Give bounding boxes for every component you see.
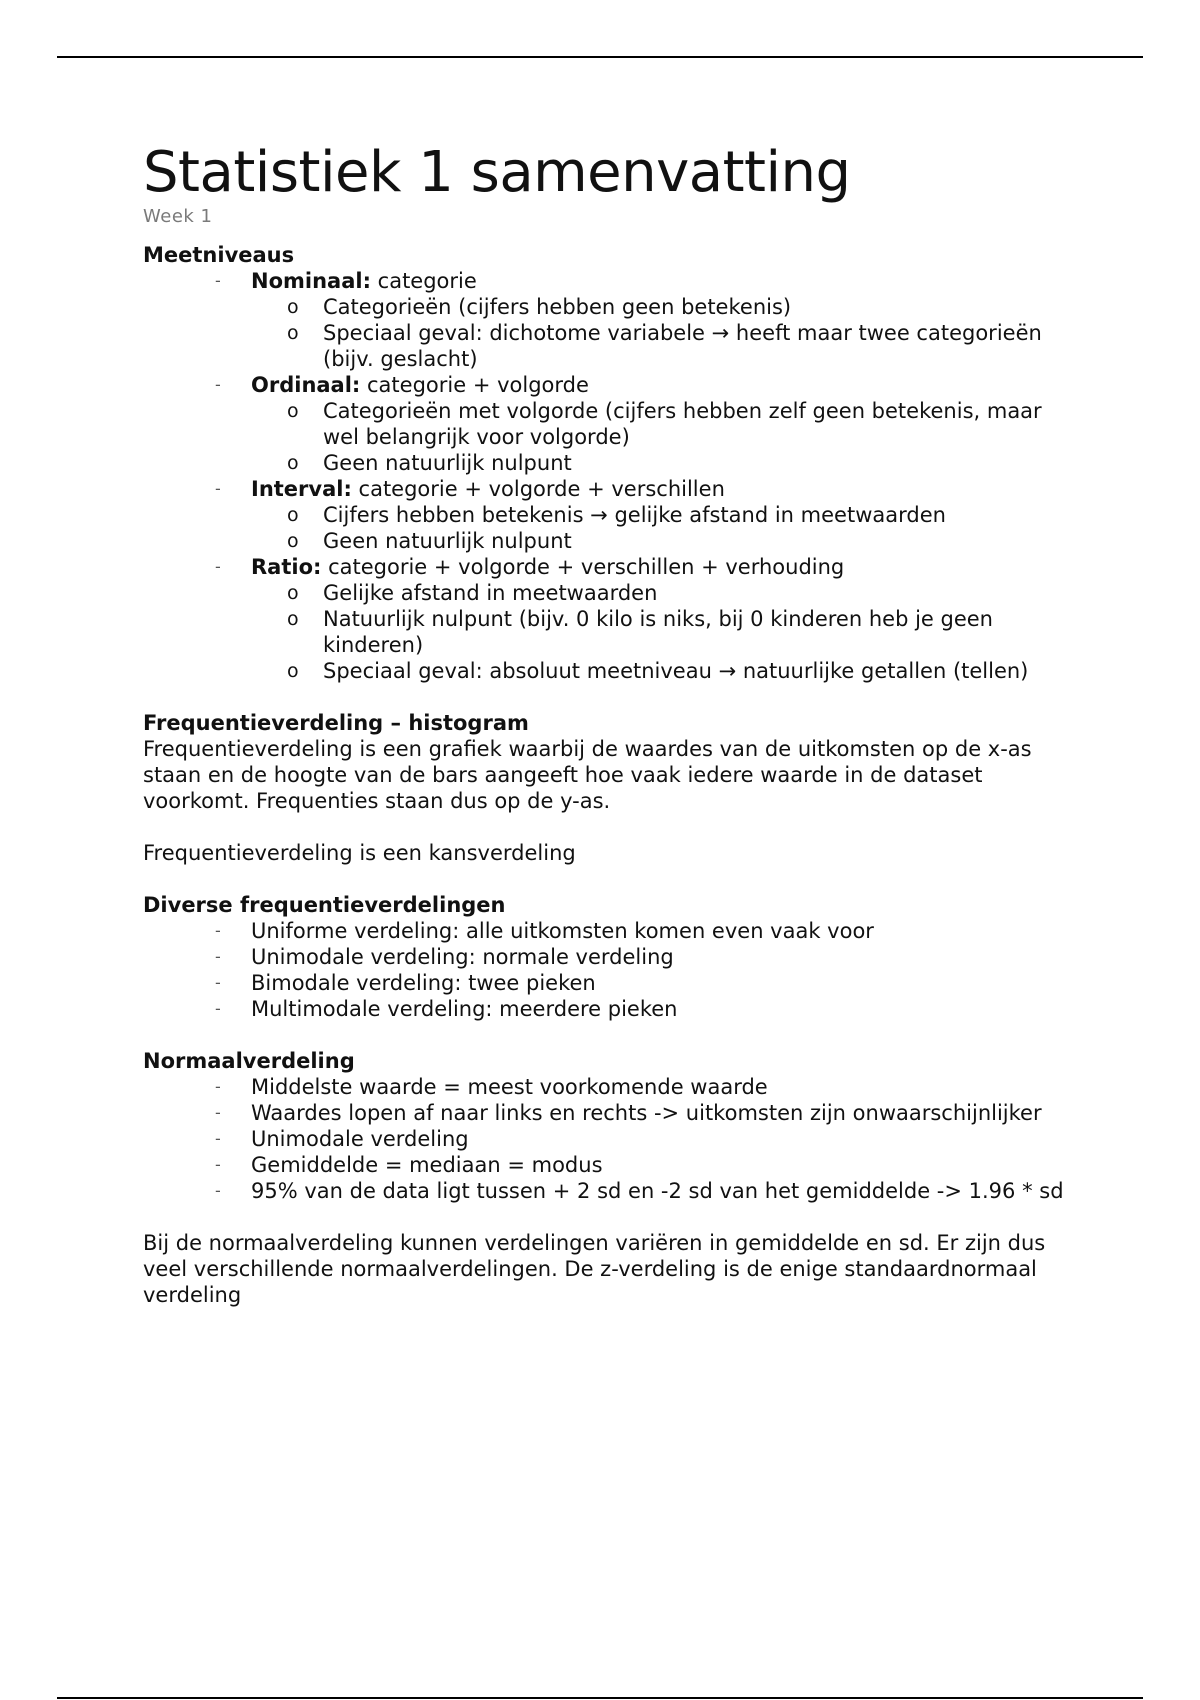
circle-bullet: o (287, 452, 299, 474)
paragraph: Bij de normaalverdeling kunnen verdelingen variëren in gemiddelde en sd. Er zijn dus veel verschillende normaalverdelingen. De z-verdeling is de enige standaardnormaal verdeling (143, 1231, 1046, 1307)
term-text: categorie + volgorde + verschillen (351, 477, 725, 501)
list-item-interval (143, 476, 1083, 554)
diverse-list (143, 918, 1083, 1022)
sub-item: o Geen natuurlijk nulpunt (287, 529, 572, 553)
term-label: Ratio: (251, 555, 322, 579)
circle-bullet: o (287, 582, 299, 604)
list-item: - Unimodale verdeling (215, 1127, 469, 1151)
sub-list (251, 502, 1083, 554)
sub-item: o Cijfers hebben betekenis → gelijke afstand in meetwaarden (287, 503, 946, 527)
document-body (143, 140, 1083, 1308)
sub-item: o Geen natuurlijk nulpunt (287, 451, 572, 475)
dash-bullet: - (215, 557, 221, 576)
list-item: - Gemiddelde = mediaan = modus (215, 1153, 603, 1177)
sub-item: o Speciaal geval: dichotome variabele → heeft maar twee categorieën (bijv. geslacht) (287, 321, 1042, 371)
sub-list (251, 398, 1083, 476)
meetniveaus-list (143, 268, 1083, 684)
dash-bullet: - (215, 479, 221, 498)
circle-bullet: o (287, 608, 299, 630)
heading-normaalverdeling: Normaalverdeling (143, 1049, 355, 1073)
sub-list (251, 580, 1083, 684)
term-label: Interval: (251, 477, 352, 501)
heading-meetniveaus: Meetniveaus (143, 243, 295, 267)
list-item: - Unimodale verdeling: normale verdeling (215, 945, 674, 969)
dash-bullet: - (215, 1077, 221, 1096)
dash-bullet: - (215, 999, 221, 1018)
sub-list (251, 294, 1083, 372)
list-item-ordinaal (143, 372, 1083, 476)
sub-item: o Categorieën met volgorde (cijfers hebben zelf geen betekenis, maar wel belangrijk voor volgorde) (287, 399, 1042, 449)
term-text: categorie + volgorde (360, 373, 589, 397)
heading-diverse: Diverse frequentieverdelingen (143, 893, 506, 917)
sub-item: o Gelijke afstand in meetwaarden (287, 581, 658, 605)
list-item: - Bimodale verdeling: twee pieken (215, 971, 596, 995)
paragraph: Frequentieverdeling is een kansverdeling (143, 841, 576, 865)
page-title: Statistiek 1 samenvatting (143, 140, 851, 205)
dash-bullet: - (215, 1129, 221, 1148)
dash-bullet: - (215, 973, 221, 992)
dash-bullet: - (215, 921, 221, 940)
circle-bullet: o (287, 504, 299, 526)
list-item: - Uniforme verdeling: alle uitkomsten komen even vaak voor (215, 919, 874, 943)
circle-bullet: o (287, 400, 299, 422)
sub-item: o Speciaal geval: absoluut meetniveau → natuurlijke getallen (tellen) (287, 659, 1029, 683)
paragraph: Frequentieverdeling is een grafiek waarbij de waardes van de uitkomsten op de x-as staan en de hoogte van de bars aangeeft hoe vaak iedere waarde in de dataset voorkomt. Frequenties staan dus op de y-as. (143, 737, 1032, 813)
term-label: Nominaal: (251, 269, 371, 293)
list-item: - Middelste waarde = meest voorkomende waarde (215, 1075, 768, 1099)
dash-bullet: - (215, 947, 221, 966)
dash-bullet: - (215, 1103, 221, 1122)
list-item: - Waardes lopen af naar links en rechts -> uitkomsten zijn onwaarschijnlijker (215, 1101, 1042, 1125)
dash-bullet: - (215, 1155, 221, 1174)
dash-bullet: - (215, 271, 221, 290)
circle-bullet: o (287, 296, 299, 318)
dash-bullet: - (215, 375, 221, 394)
heading-frequentieverdeling: Frequentieverdeling – histogram (143, 711, 529, 735)
subtitle: Week 1 (143, 206, 213, 227)
list-item-nominaal (143, 268, 1083, 372)
sub-item: o Categorieën (cijfers hebben geen betekenis) (287, 295, 792, 319)
term-label: Ordinaal: (251, 373, 361, 397)
list-item-ratio (143, 554, 1083, 684)
dash-bullet: - (215, 1181, 221, 1200)
list-item: - 95% van de data ligt tussen + 2 sd en -2 sd van het gemiddelde -> 1.96 * sd (215, 1179, 1064, 1203)
term-text: categorie + volgorde + verschillen + verhouding (321, 555, 845, 579)
normaal-list (143, 1074, 1083, 1204)
sub-item: o Natuurlijk nulpunt (bijv. 0 kilo is niks, bij 0 kinderen heb je geen kinderen) (287, 607, 993, 657)
term-text: categorie (370, 269, 477, 293)
circle-bullet: o (287, 322, 299, 344)
top-rule (57, 56, 1143, 58)
circle-bullet: o (287, 530, 299, 552)
circle-bullet: o (287, 660, 299, 682)
bottom-rule (57, 1697, 1143, 1699)
list-item: - Multimodale verdeling: meerdere pieken (215, 997, 678, 1021)
